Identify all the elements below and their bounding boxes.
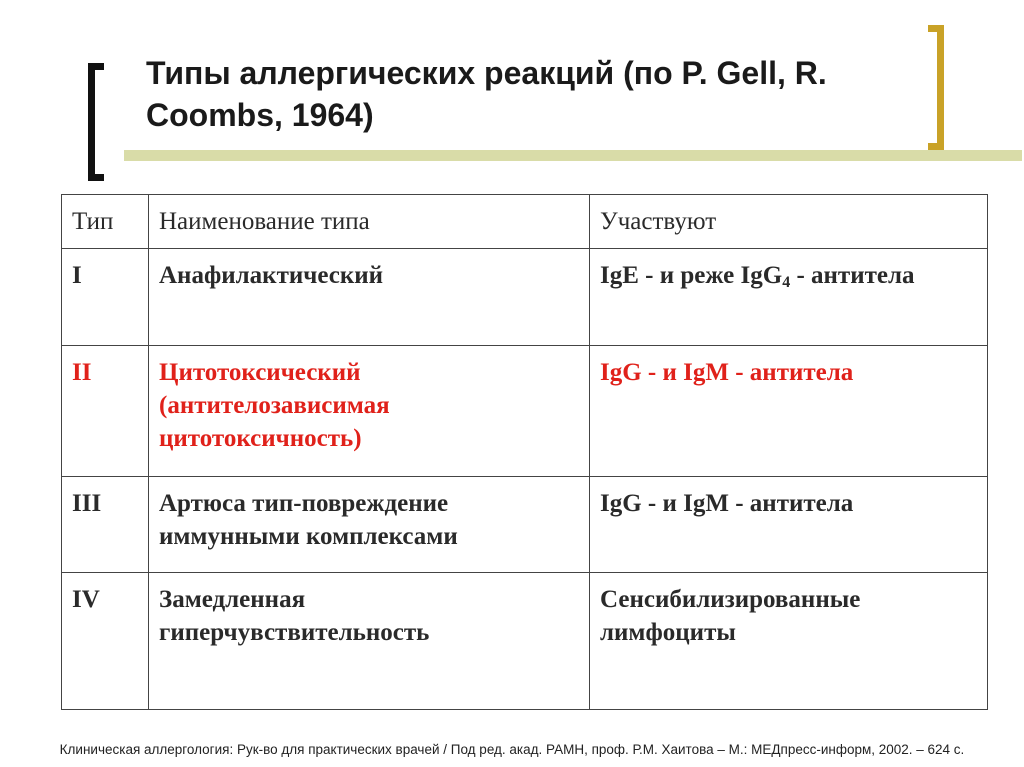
- row-participants: IgG - и IgM - антитела: [590, 477, 988, 573]
- table-row: [62, 346, 988, 477]
- header-type: Тип: [62, 195, 149, 249]
- row-participants: Сенсибилизированные лимфоциты: [590, 573, 988, 710]
- table-row: [62, 573, 988, 710]
- row-name: Анафилактический: [149, 249, 590, 346]
- row-participants: [590, 249, 988, 346]
- row-name: Замедленная гиперчувствительность: [149, 573, 590, 710]
- header-participants: Участвуют: [590, 195, 988, 249]
- title-underline-band: [124, 150, 1022, 161]
- row-type: I: [62, 249, 149, 346]
- citation-footer: Клиническая аллергология: Рук-во для практических врачей / Под ред. акад. РАМН, проф. Р.М. Хаитова – М.: МЕДпресс-информ, 2002. – 624 с.: [59, 742, 965, 757]
- row-name: Цитотоксический (антителозависимая цитотоксичность): [149, 346, 590, 477]
- row-name: Артюса тип-повреждение иммунными комплексами: [149, 477, 590, 573]
- allergy-types-table: [61, 194, 988, 710]
- subscript: 4: [782, 274, 791, 291]
- table-row: [62, 249, 988, 346]
- row-type: III: [62, 477, 149, 573]
- row-participants: IgG - и IgM - антитела: [590, 346, 988, 477]
- table-row: [62, 477, 988, 573]
- row-type: II: [62, 346, 149, 477]
- table-header-row: [62, 195, 988, 249]
- participants-text-suffix: - антитела: [790, 262, 915, 289]
- row-type: IV: [62, 573, 149, 710]
- header-name: Наименование типа: [149, 195, 590, 249]
- participants-text: IgE - и реже IgG: [600, 262, 783, 289]
- left-bracket-decoration: [88, 63, 104, 181]
- slide-title: Типы аллергических реакций (по P. Gell, R. Coombs, 1964): [146, 55, 827, 133]
